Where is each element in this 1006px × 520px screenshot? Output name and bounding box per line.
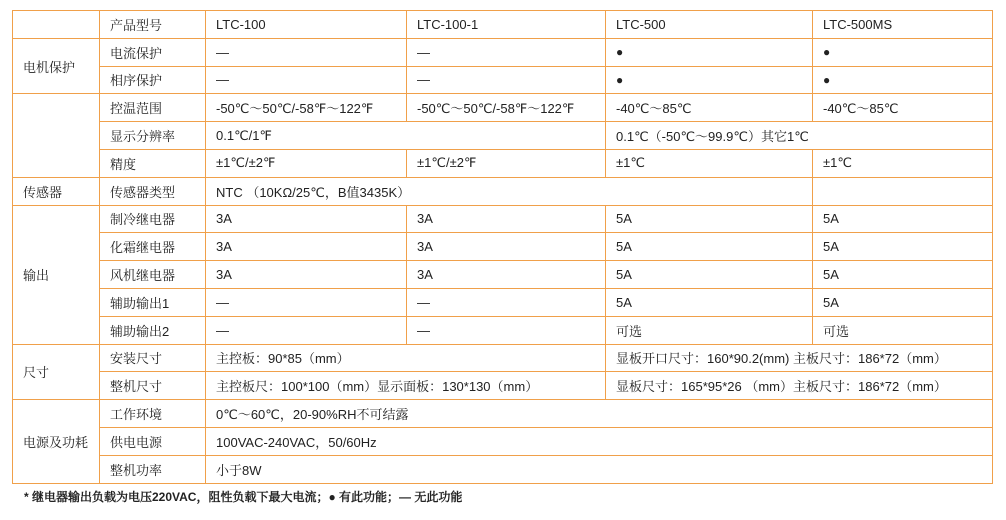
cell: 5A (606, 261, 813, 289)
cell: -50℃～50℃/-58℉～122℉ (206, 94, 407, 122)
header-label: 产品型号 (100, 11, 206, 39)
cell (813, 177, 993, 205)
cell: -40℃～85℃ (606, 94, 813, 122)
row-label: 工作环境 (100, 400, 206, 428)
category-motor: 电机保护 (13, 38, 100, 94)
row-label: 辅助输出2 (100, 316, 206, 344)
header-model-3: LTC-500 (606, 11, 813, 39)
table-row (13, 233, 993, 261)
corner-cell (13, 11, 100, 39)
table-row (13, 205, 993, 233)
category-size: 尺寸 (13, 344, 100, 400)
cell: — (407, 316, 606, 344)
header-row (13, 11, 993, 39)
row-label: 显示分辨率 (100, 122, 206, 150)
table-row (13, 261, 993, 289)
cell: 0℃～60℃，20-90%RH不可结露 (206, 400, 993, 428)
row-label: 精度 (100, 149, 206, 177)
table-row (13, 400, 993, 428)
category-power: 电源及功耗 (13, 400, 100, 483)
row-label: 电流保护 (100, 38, 206, 66)
row-label: 辅助输出1 (100, 288, 206, 316)
header-model-1: LTC-100 (206, 11, 407, 39)
cell: — (407, 288, 606, 316)
row-label: 安装尺寸 (100, 344, 206, 372)
cell: ● (606, 38, 813, 66)
cell: 100VAC-240VAC，50/60Hz (206, 427, 993, 455)
table-row (13, 38, 993, 66)
cell: — (206, 38, 407, 66)
table-row (13, 122, 993, 150)
cell: 5A (813, 205, 993, 233)
table-row (13, 94, 993, 122)
cell: 可选 (813, 316, 993, 344)
row-label: 整机尺寸 (100, 372, 206, 400)
table-row (13, 316, 993, 344)
cell: 主控板尺：100*100（mm）显示面板：130*130（mm） (206, 372, 606, 400)
table-row (13, 372, 993, 400)
cell: 0.1℃/1℉ (206, 122, 606, 150)
cell: 小于8W (206, 455, 993, 483)
row-label: 供电电源 (100, 427, 206, 455)
cell: 3A (407, 205, 606, 233)
cell: 3A (407, 261, 606, 289)
category-temp-blank (13, 94, 100, 177)
cell: — (206, 288, 407, 316)
table-row (13, 427, 993, 455)
row-label: 相序保护 (100, 66, 206, 94)
cell: 可选 (606, 316, 813, 344)
cell: 3A (206, 205, 407, 233)
category-output: 输出 (13, 205, 100, 344)
header-model-2: LTC-100-1 (407, 11, 606, 39)
cell: 3A (206, 233, 407, 261)
cell: 3A (206, 261, 407, 289)
header-model-4: LTC-500MS (813, 11, 993, 39)
cell: 主控板：90*85（mm） (206, 344, 606, 372)
spec-table (12, 10, 993, 484)
cell: 0.1℃（-50℃～99.9℃）其它1℃ (606, 122, 993, 150)
row-label: 风机继电器 (100, 261, 206, 289)
cell: -40℃～85℃ (813, 94, 993, 122)
table-row (13, 344, 993, 372)
cell: — (407, 38, 606, 66)
cell: — (407, 66, 606, 94)
table-row (13, 455, 993, 483)
cell: -50℃～50℃/-58℉～122℉ (407, 94, 606, 122)
cell: 5A (813, 233, 993, 261)
cell: ±1℃/±2℉ (407, 149, 606, 177)
cell: 5A (606, 205, 813, 233)
cell: — (206, 316, 407, 344)
cell: 5A (813, 288, 993, 316)
cell: ● (813, 38, 993, 66)
cell: 3A (407, 233, 606, 261)
cell: ±1℃ (606, 149, 813, 177)
cell: ±1℃/±2℉ (206, 149, 407, 177)
row-label: 制冷继电器 (100, 205, 206, 233)
cell: ● (813, 66, 993, 94)
cell: — (206, 66, 407, 94)
cell: NTC （10KΩ/25℃，B值3435K） (206, 177, 813, 205)
footnote: * 继电器输出负载为电压220VAC，阻性负载下最大电流；● 有此功能；— 无此功能 (24, 490, 463, 504)
cell: 显板开口尺寸：160*90.2(mm) 主板尺寸：186*72（mm） (606, 344, 993, 372)
row-label: 控温范围 (100, 94, 206, 122)
cell: 5A (813, 261, 993, 289)
table-row (13, 177, 993, 205)
row-label: 传感器类型 (100, 177, 206, 205)
cell: ● (606, 66, 813, 94)
table-row (13, 288, 993, 316)
cell: 5A (606, 288, 813, 316)
table-row (13, 66, 993, 94)
category-sensor: 传感器 (13, 177, 100, 205)
row-label: 化霜继电器 (100, 233, 206, 261)
cell: 显板尺寸：165*95*26 （mm）主板尺寸：186*72（mm） (606, 372, 993, 400)
cell: ±1℃ (813, 149, 993, 177)
table-row (13, 149, 993, 177)
cell: 5A (606, 233, 813, 261)
row-label: 整机功率 (100, 455, 206, 483)
